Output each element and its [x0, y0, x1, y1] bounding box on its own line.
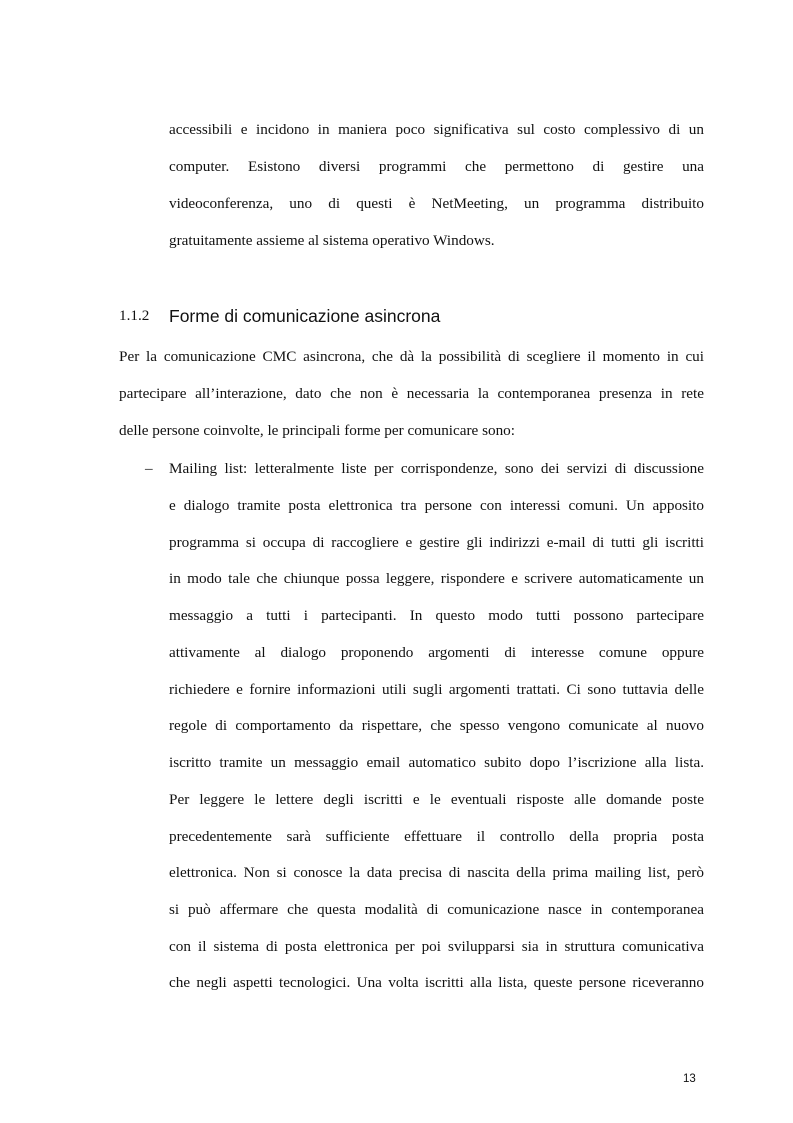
page-number: 13	[683, 1073, 696, 1085]
paragraph-line: videoconferenza, uno di questi è NetMeeting, un programma distribuito	[169, 195, 704, 212]
paragraph-line: Per la comunicazione CMC asincrona, che dà la possibilità di scegliere il momento in cui	[119, 348, 704, 365]
list-item-line: Per leggere le lettere degli iscritti e le eventuali risposte alle domande poste	[169, 791, 704, 808]
list-item-line: regole di comportamento da rispettare, che spesso vengono comunicate al nuovo	[169, 717, 704, 734]
list-item-line: attivamente al dialogo proponendo argomenti di interesse comune oppure	[169, 644, 704, 661]
section-title: Forme di comunicazione asincrona	[169, 306, 441, 326]
list-item-line: richiedere e fornire informazioni utili sugli argomenti trattati. Ci sono tuttavia delle	[169, 681, 704, 698]
list-item-line: si può affermare che questa modalità di comunicazione nasce in contemporanea	[169, 901, 704, 918]
list-bullet: –	[145, 460, 153, 477]
paragraph-line: computer. Esistono diversi programmi che permettono di gestire una	[169, 158, 704, 175]
paragraph-line: delle persone coinvolte, le principali forme per comunicare sono:	[119, 422, 515, 439]
list-item-line: iscritto tramite un messaggio email automatico subito dopo l’iscrizione alla lista.	[169, 754, 704, 771]
list-item-line: che negli aspetti tecnologici. Una volta iscritti alla lista, queste persone riceveranno	[169, 974, 704, 991]
list-item-line: precedentemente sarà sufficiente effettuare il controllo della propria posta	[169, 828, 704, 845]
list-item-line: programma si occupa di raccogliere e gestire gli indirizzi e-mail di tutti gli iscritti	[169, 534, 704, 551]
section-number: 1.1.2	[119, 307, 150, 324]
list-item-line: e dialogo tramite posta elettronica tra persone con interessi comuni. Un apposito	[169, 497, 704, 514]
list-item-line: con il sistema di posta elettronica per poi svilupparsi sia in struttura comunicativa	[169, 938, 704, 955]
list-item-line: elettronica. Non si conosce la data precisa di nascita della prima mailing list, però	[169, 864, 704, 881]
list-item-line: in modo tale che chiunque possa leggere, rispondere e scrivere automaticamente un	[169, 570, 704, 587]
paragraph-line: partecipare all’interazione, dato che non è necessaria la contemporanea presenza in rete	[119, 385, 704, 402]
paragraph-line: accessibili e incidono in maniera poco significativa sul costo complessivo di un	[169, 121, 704, 138]
list-item-line: Mailing list: letteralmente liste per corrispondenze, sono dei servizi di discussione	[169, 460, 704, 477]
paragraph-line: gratuitamente assieme al sistema operativo Windows.	[169, 232, 495, 249]
list-item-line: messaggio a tutti i partecipanti. In questo modo tutti possono partecipare	[169, 607, 704, 624]
